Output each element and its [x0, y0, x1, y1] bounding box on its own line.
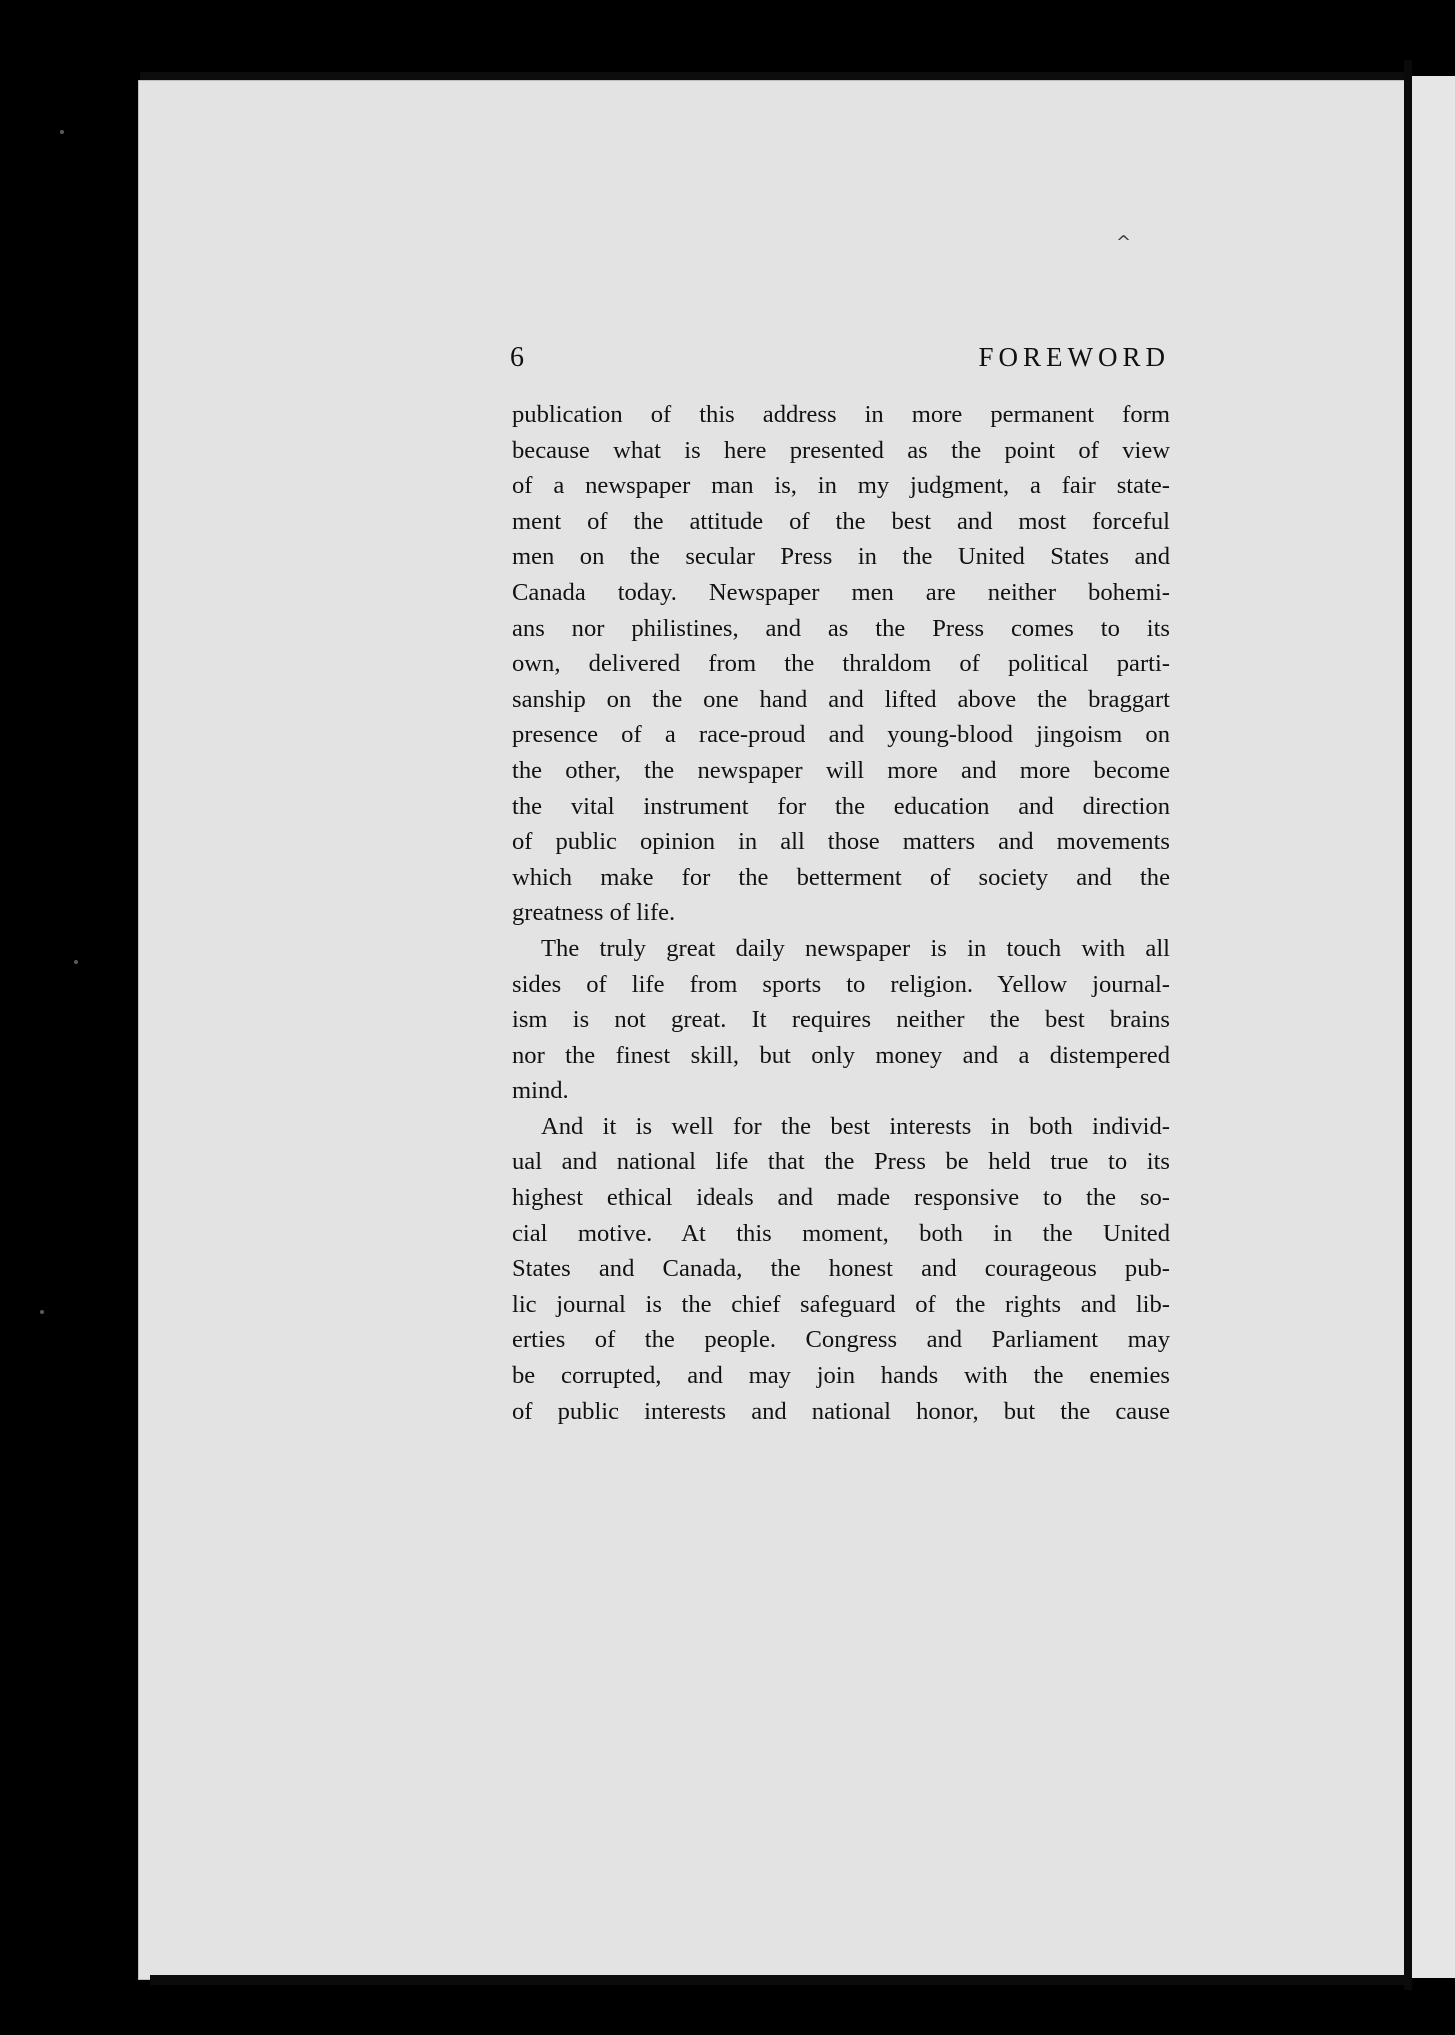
text-line: sides of life from sports to religion. Yellow journal-	[512, 970, 1170, 998]
text-line: presence of a race-proud and young-blood jingoism on	[512, 721, 1170, 749]
text-line: mind.	[512, 1077, 569, 1105]
text-line: lic journal is the chief safeguard of the rights and lib-	[512, 1290, 1170, 1318]
text-line: which make for the betterment of society and the	[512, 863, 1170, 891]
paragraph	[512, 1109, 1170, 1429]
text-line: greatness of life.	[512, 899, 676, 927]
text-line: the other, the newspaper will more and more become	[512, 756, 1170, 784]
text-line: the vital instrument for the education and direction	[512, 792, 1170, 820]
text-line: ism is not great. It requires neither the best brains	[512, 1006, 1170, 1034]
text-line: Canada today. Newspaper men are neither bohemi-	[512, 578, 1170, 606]
running-head: FOREWORD	[978, 342, 1170, 372]
text-line: ans nor philistines, and as the Press comes to its	[512, 614, 1170, 642]
text-line: of public opinion in all those matters and movements	[512, 828, 1170, 856]
page-top-edge-shadow	[140, 72, 1410, 80]
page-body-text	[512, 397, 1170, 1429]
text-line: of public interests and national honor, but the cause	[512, 1397, 1170, 1425]
text-line: States and Canada, the honest and courageous pub-	[512, 1255, 1170, 1283]
page-number: 6	[510, 342, 524, 373]
scan-speck	[40, 1310, 44, 1314]
text-line: because what is here presented as the point of view	[512, 436, 1170, 464]
text-line: publication of this address in more permanent form	[512, 401, 1170, 428]
scan-speck	[74, 960, 78, 964]
paragraph	[512, 397, 1170, 931]
text-line: cial motive. At this moment, both in the United	[512, 1219, 1170, 1247]
text-line: erties of the people. Congress and Parliament may	[512, 1326, 1170, 1354]
facing-page-edge	[1412, 76, 1455, 1978]
text-line: highest ethical ideals and made responsive to the so-	[512, 1184, 1170, 1212]
page-bottom-edge-shadow	[150, 1975, 1410, 1985]
text-line: nor the finest skill, but only money and a distempered	[512, 1041, 1170, 1069]
page-gutter-shadow	[1404, 60, 1412, 1990]
text-line: be corrupted, and may join hands with the enemies	[512, 1362, 1170, 1390]
scan-speck	[60, 130, 64, 134]
text-line: ual and national life that the Press be held true to its	[512, 1148, 1170, 1176]
text-line: men on the secular Press in the United States and	[512, 543, 1170, 571]
text-line: of a newspaper man is, in my judgment, a fair state-	[512, 472, 1170, 500]
text-line: And it is well for the best interests in both individ-	[541, 1112, 1170, 1140]
margin-pencil-mark: ^	[1116, 232, 1132, 253]
page-header	[510, 342, 1170, 382]
paragraph	[512, 931, 1170, 1109]
text-line: own, delivered from the thraldom of political parti-	[512, 650, 1170, 678]
text-line: sanship on the one hand and lifted above the braggart	[512, 685, 1170, 713]
text-line: ment of the attitude of the best and most forceful	[512, 507, 1170, 535]
text-line: The truly great daily newspaper is in touch with all	[541, 934, 1170, 962]
